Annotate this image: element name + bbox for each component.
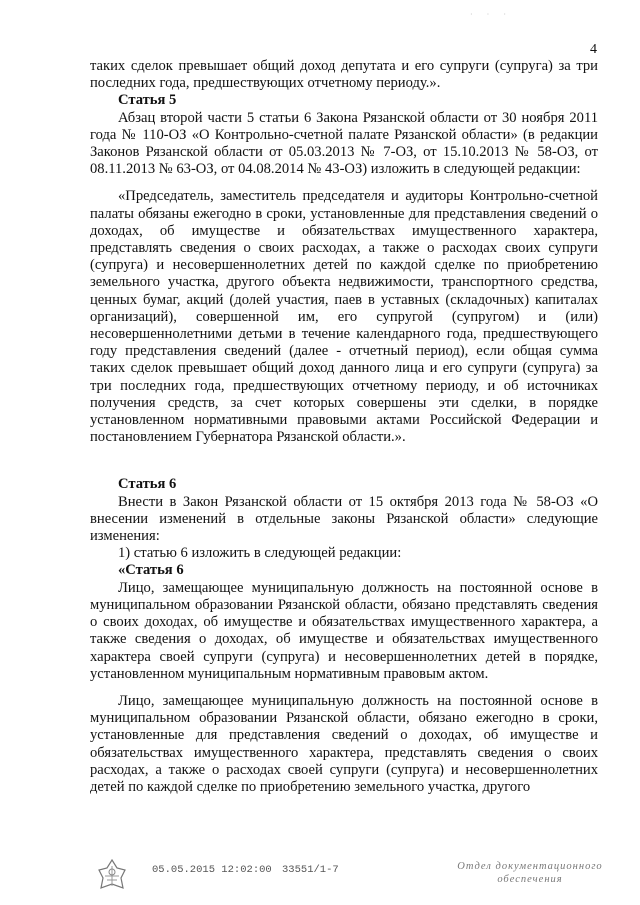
article-6-paragraph-1: Лицо, замещающее муниципальную должность на постоянной основе в муниципальном образовании Рязанской области, обязано представлять сведения о своих доходах, об имуществе и обязательствах имущественного характера, а также сведения о доходах, об имуществе и обязательствах имущественного характера своей супруги (супруга) и несовершеннолетних детей в порядке, установленном муниципальным нормативным правовым актом. <box>90 579 598 682</box>
coat-of-arms-icon <box>95 858 129 892</box>
footer-department-line-1: Отдел документационного <box>457 861 603 872</box>
page-number: 4 <box>590 42 597 57</box>
article-5-quote: «Председатель, заместитель председателя и аудиторы Контрольно-счетной палаты обязаны ежегодно в сроки, установленные для представления сведений о доходах, об имуществе и обязательствах имущественного характера, представлять сведения о своих расходах, а также о расходах своих супруги (супруга) и несовершеннолетних детей по каждой сделке по приобретению земельного участка, другого объекта недвижимости, транспортного средства, ценных бумаг, акций (долей участия, паев в уставных (складочных) капиталах организаций), совершенной им, его супругой (супругом) и (или) несовершеннолетними детьми в течение календарного года, предшествующего году представления сведений (далее - отчетный период), если общая сумма таких сделок превышает общий доход данного лица и его супруги (супруга) за три последних года, предшествующих отчетному периоду, и об источниках получения средств, за счет которых совершены эти сделки, в порядке установленном нормативными правовыми актами Российской Федерации и постановлением Губернатора Рязанской области.». <box>90 188 598 446</box>
article-5-title: Статья 5 <box>118 92 177 109</box>
article-6-quoted-title: «Статья 6 <box>118 562 184 579</box>
footer-department-stamp <box>450 860 610 886</box>
article-6-item-1: 1) статью 6 изложить в следующей редакции: <box>118 545 402 562</box>
footer-department-line-2: обеспечения <box>497 874 563 885</box>
article-6-title: Статья 6 <box>118 476 177 493</box>
article-6-paragraph-2: Лицо, замещающее муниципальную должность на постоянной основе в муниципальном образовании Рязанской области, обязано ежегодно в сроки, установленные для представления сведений о доходах, об имуществе и обязательствах имущественного характера, представлять сведения о своих расходах, а также о расходах своей супруги (супруга) и несовершеннолетних детей по каждой сделке по приобретению земельного участка, другого <box>90 692 598 795</box>
footer-document-code: 33551/1-7 <box>282 864 339 876</box>
scan-artifact-dots: · · · <box>470 10 512 19</box>
article-6-text: Внести в Закон Рязанской области от 15 октября 2013 года № 58-ОЗ «О внесении изменений в отдельные законы Рязанской области» следующие изменения: <box>90 493 598 545</box>
intro-tail-paragraph: таких сделок превышает общий доход депутата и его супруги (супруга) за три последних года, предшествующих отчетному периоду.». <box>90 58 598 92</box>
document-body <box>90 58 598 796</box>
footer-datetime: 05.05.2015 12:02:00 <box>152 864 272 876</box>
article-5-text: Абзац второй части 5 статьи 6 Закона Рязанской области от 30 ноября 2011 года № 110-ОЗ «О Контрольно-счетной палате Рязанской области» (в редакции Законов Рязанской области от 05.03.2013 № 7-ОЗ, от 15.10.2013 № 58-ОЗ, от 08.11.2013 № 63-ОЗ, от 04.08.2014 № 43-ОЗ) изложить в следующей редакции: <box>90 109 598 178</box>
page-footer <box>0 858 640 898</box>
